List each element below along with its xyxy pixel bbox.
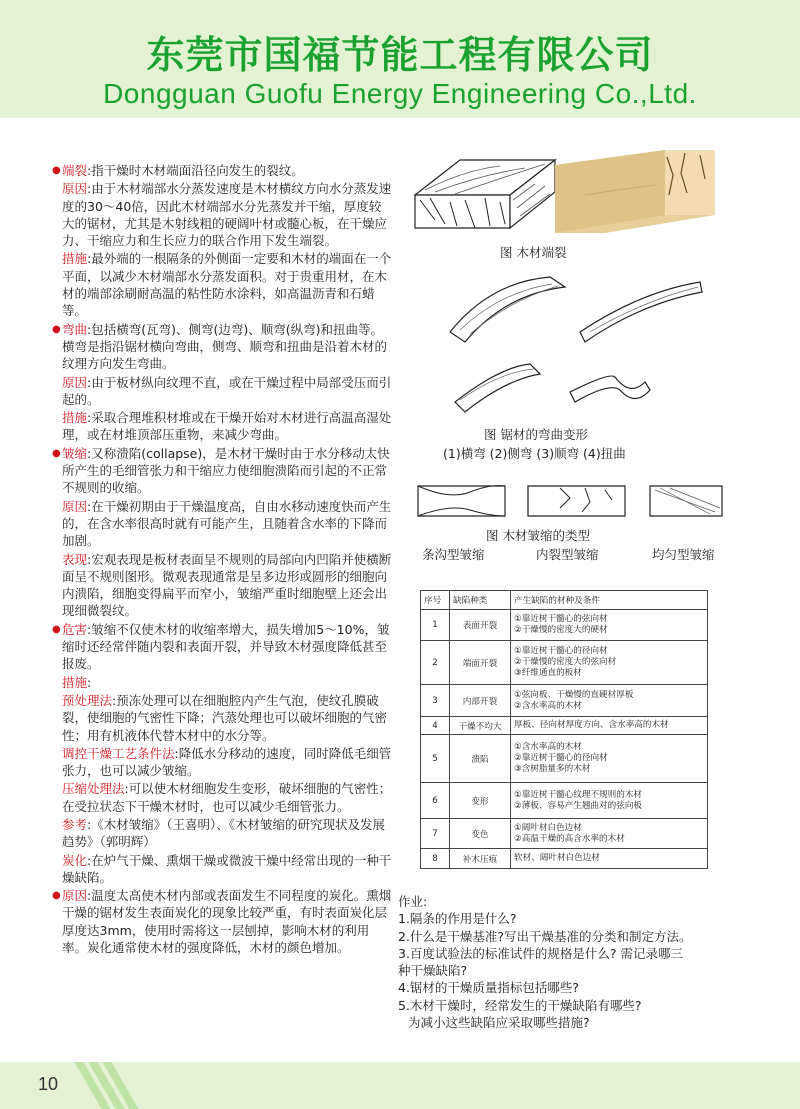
term-label: 预处理法 [62,692,113,708]
term-label: 表现 [62,551,88,567]
homework-item: 为减小这些缺陷应采取哪些措施? [408,1015,590,1031]
term-text: :又称溃陷(collapse)，是木材干燥时由于水分移动太快所产生的毛细管张力和干缩应力使细胞溃陷而引起的不正常不规则的收缩。 [62,445,390,496]
collapse-type-1: 条沟型皱缩 [422,547,485,562]
term-label: 弯曲 [62,321,88,337]
para-pretreatment [62,692,392,744]
bend-types-label: (1)横弯 (2)侧弯 (3)顺弯 (4)扭曲 [443,446,626,461]
term-label: 原因 [62,374,88,390]
para-charring [62,852,392,887]
company-name-en: Dongguan Guofu Energy Engineering Co.,Ltd. [103,78,697,109]
homework-item: 种干燥缺陷? [398,963,468,979]
end-check-sketch-figure [405,150,560,240]
term-text: :由于木材端部水分蒸发速度是木材横纹方向水分蒸发速度的30～40倍，因此木材端部水分先蒸发并干缩，厚度较大的锯材，尤其是木射线粗的硬阔叶材或髓心板，在干燥应力、干缩应力和生长应力的联合作用下发生端裂。 [62,181,392,249]
para-collapse-cause [62,498,392,550]
bullet-icon: ● [52,623,61,635]
table-row: 5 溃陷 ①含水率高的木材 ②靠近树干髓心的径向材 ③含树脂量多的木材 [421,735,708,783]
para-end-check-measure [62,250,392,319]
bullet-icon: ● [52,323,61,335]
homework-item: 4.锯材的干燥质量指标包括哪些? [398,980,580,996]
para-compression [62,780,392,815]
para-collapse-appearance [62,551,392,620]
term-label: 皱缩 [62,445,88,461]
end-check-photo-figure [555,145,715,235]
para-charring-cause [52,887,392,956]
table-header-row [421,591,708,610]
homework-item: 5.木材干燥时，经常发生的干燥缺陷有哪些? [398,997,642,1013]
para-bend-cause [62,374,392,409]
column-header: 序号 [421,591,450,610]
homework-item: 1.隔条的作用是什么? [398,911,517,927]
term-label: 参考 [62,816,88,832]
bend-deformation-figure [440,272,710,422]
page-number: 10 [38,1074,59,1094]
column-header: 缺陷种类 [450,591,511,610]
term-label: 压缩处理法 [62,781,125,797]
term-text: :降低水分移动的速度，同时降低毛细管张力，也可以减少皱缩。 [62,745,392,779]
term-text: :可以使木材细胞发生变形，破坏细胞的气密性；在受拉状态下干燥木材时，也可以减少毛细管张力。 [62,781,392,814]
para-bend-measure [62,409,392,444]
term-text: :由于板材纵向纹理不直，或在干燥过程中局部受压而引起的。 [62,374,392,407]
table-row: 7 变色 ①阔叶材白色边材 ②高温干燥的高含水率的木材 [421,819,708,849]
para-end-check [52,162,392,179]
term-text: :宏观表现是板材表面呈不规则的局部向内凹陷并使横断面呈不规则图形。微观表现通常是呈多边形或圆形的细胞向内溃陷，细胞变得扁平而窄小，皱缩严重时细胞壁上还会出现细微裂纹。 [62,551,392,619]
para-bend [52,321,392,373]
bend-caption: 图 锯材的弯曲变形 [484,427,588,442]
table-row: 8 补木压痕 软材、阔叶材白色边材 [421,849,708,869]
table-row: 1 表面开裂 ①靠近树干髓心的弦向材 ②干燥慢的密度大的硬材 [421,610,708,641]
collapse-type-2: 内裂型皱缩 [536,547,599,562]
homework-section [398,893,758,1031]
end-check-caption: 图 木材端裂 [500,245,567,260]
para-drying-control [62,745,392,780]
table-row: 3 内部开裂 ①弦向板、干燥慢的直硬材厚板 ②含水率高的木材 [421,685,708,717]
term-text: :在干燥初期由于干燥温度高，自由水移动速度快而产生的，在含水率很高时就有可能产生，且随着含水率的下降而加剧。 [62,498,392,549]
para-end-check-cause [62,180,392,249]
term-label: 原因 [62,181,88,197]
para-collapse-harm [52,621,392,673]
table-row: 2 端面开裂 ①靠近树干髓心的径向材 ②干燥慢的密度大的弦向材 ③纤维通直的板材 [421,641,708,685]
term-label: 端裂 [62,163,88,178]
term-label: 原因 [62,498,88,514]
bullet-icon: ● [52,165,61,176]
term-text: :预冻处理可以在细胞腔内产生气泡，使纹孔膜破裂，使细胞的气密性下降；汽蒸处理也可以破坏细胞的气密性；用有机液体代替木材中的水分等。 [62,692,388,743]
para-reference [62,816,392,851]
homework-item: 2.什么是干燥基准?写出干燥基准的分类和制定方法。 [398,928,692,944]
defect-description-column [52,162,392,957]
table-row: 6 变形 ①靠近树干髓心纹理不规则的木材 ②薄板、容易产生翘曲对的弦向板 [421,783,708,819]
collapse-type-3: 均匀型皱缩 [652,547,715,562]
term-label: 原因 [62,888,88,904]
term-label: 措施 [62,410,88,426]
term-text: : [87,674,92,690]
collapse-caption: 图 木材皱缩的类型 [486,528,590,543]
term-label: 炭化 [62,852,88,868]
term-label: 调控干燥工艺条件法 [62,745,175,761]
collapse-types-figure [410,478,730,523]
term-text: :最外端的一根隔条的外侧面一定要和木材的端面在一个平面，以减少木材端部水分蒸发面积。对于贵重用材，在木材的端部涂刷耐高温的粘性防水涂料，如高温沥青和石蜡等。 [62,251,392,319]
term-text: :采取合理堆积材堆或在干燥开始对木材进行高温高湿处理，或在材堆顶部压重物，来减少弯曲。 [62,410,392,443]
table-row: 4 干燥不均大 厚板、径向材厚度方向、含水率高的木材 [421,717,708,735]
company-name-cn: 东莞市国福节能工程有限公司 [146,33,654,77]
term-text: :指干燥时木材端面沿径向发生的裂纹。 [87,163,304,178]
term-label: 危害 [62,621,88,637]
term-label: 措施 [62,251,88,267]
term-label: 措施 [62,674,88,690]
homework-title: 作业: [398,894,428,909]
term-text: :温度太高使木材内部或表面发生不同程度的炭化。熏烟干燥的锯材发生表面炭化的现象比较严重，有时表面炭化层厚度达3mm，使用时需将这一层刨掉，影响木材的利用率。炭化通常使木材的强度降低，木材的颜色增加。 [62,888,392,956]
para-collapse-measure [62,674,392,691]
para-collapse [52,445,392,497]
bullet-icon: ● [52,890,61,902]
term-text: :包括横弯(瓦弯)、侧弯(边弯)、顺弯(纵弯)和扭曲等。横弯是指沿锯材横向弯曲，侧弯、顺弯和扭曲是沿着木材的纹理方向发生弯曲。 [62,321,388,372]
defect-table [420,590,708,869]
term-text: :《木材皱缩》（王喜明）、《木材皱缩的研究现状及发展趋势》（郭明辉） [62,816,385,850]
bullet-icon: ● [52,447,61,459]
term-text: :皱缩不仅使木材的收缩率增大，损失增加5～10%，皱缩时还经常伴随内裂和表面开裂，并导致木材强度降低甚至报废。 [62,621,390,672]
term-text: :在炉气干燥、熏烟干燥或微波干燥中经常出现的一种干燥缺陷。 [62,852,392,885]
column-header: 产生缺陷的材种及条件 [511,591,708,610]
homework-item: 3.百度试验法的标准试件的规格是什么? 需记录哪三 [398,945,684,961]
